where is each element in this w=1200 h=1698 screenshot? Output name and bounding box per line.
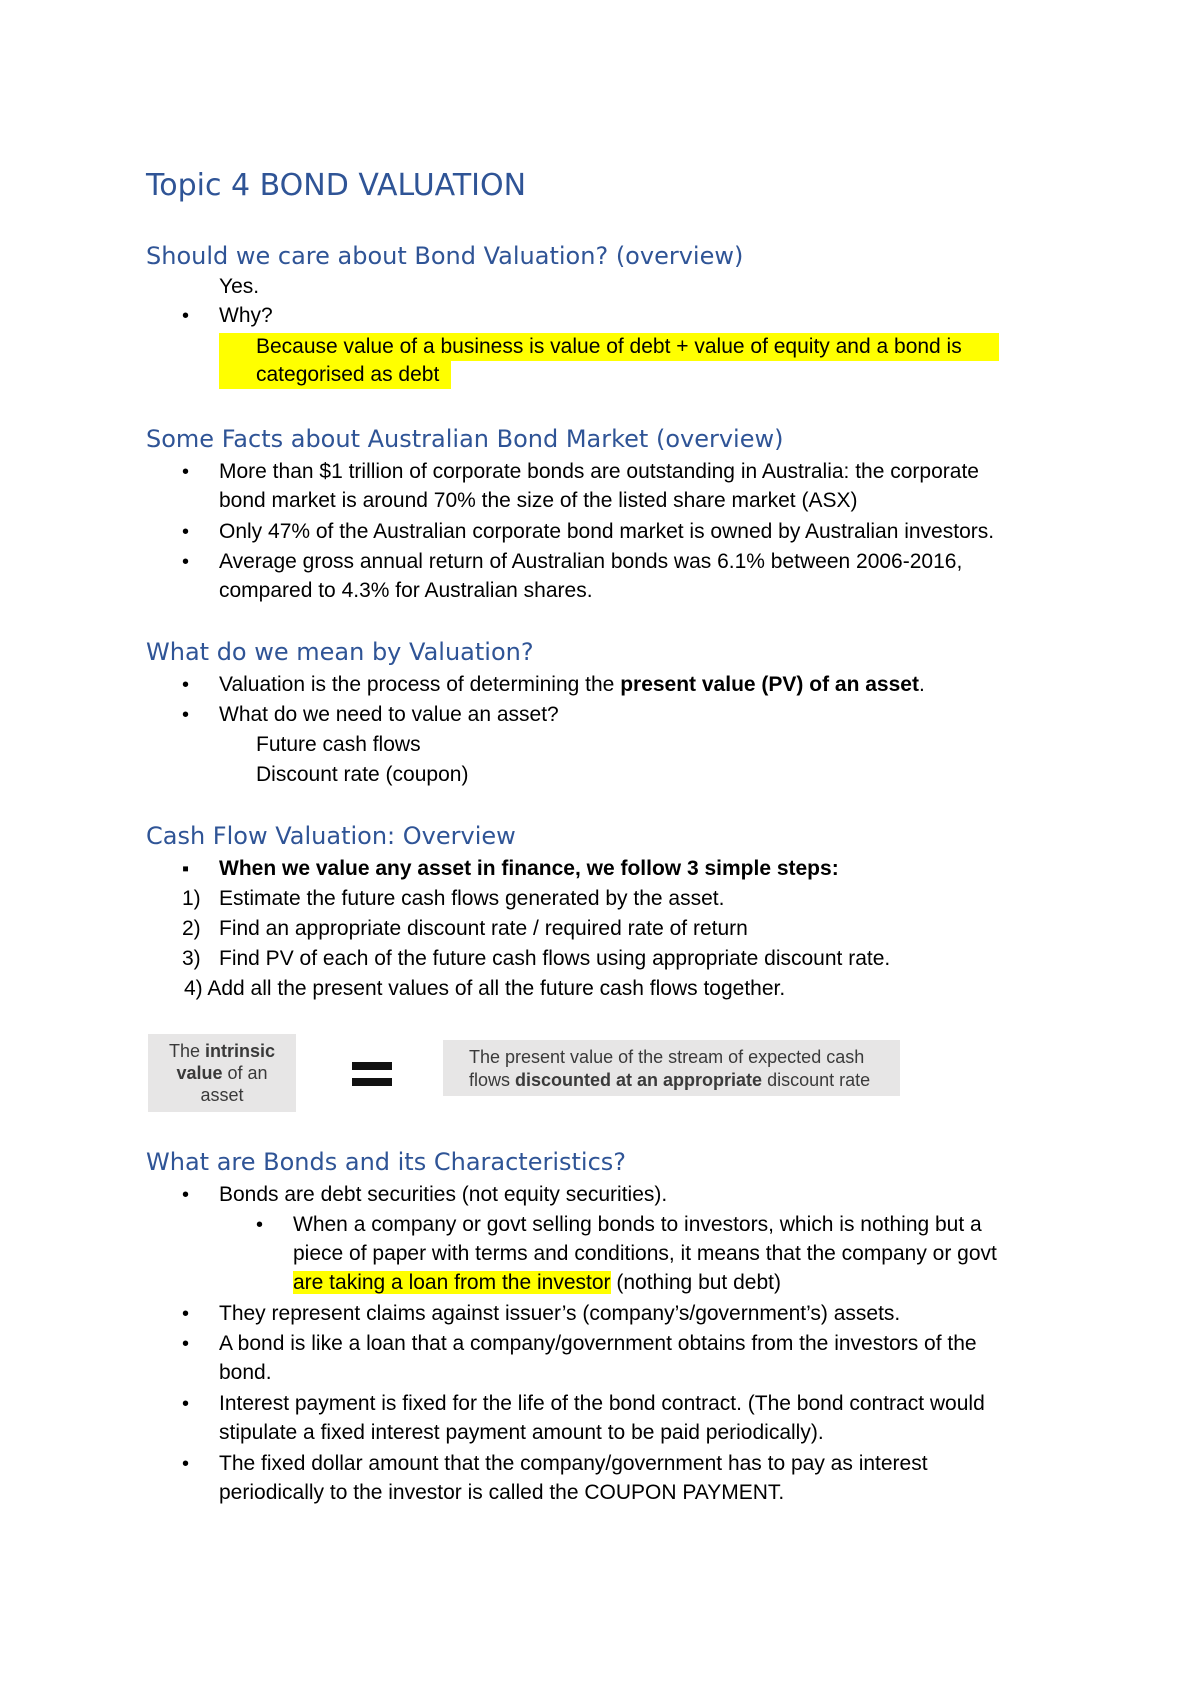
bullet-icon: •	[182, 674, 190, 696]
valuation-definition: Valuation is the process of determining the present value (PV) of an asset.	[219, 673, 925, 696]
step-text: Find PV of each of the future cash flows using appropriate discount rate.	[219, 947, 891, 970]
fact-text: Only 47% of the Australian corporate bond market is owned by Australian investors.	[219, 520, 995, 543]
step-text: 4) Add all the present values of all the future cash flows together.	[184, 977, 786, 1000]
steps-intro: When we value any asset in finance, we follow 3 simple steps:	[219, 857, 839, 880]
section-heading-valuation: What do we mean by Valuation?	[146, 638, 534, 666]
bullet-icon: •	[182, 461, 190, 483]
valuation-question: What do we need to value an asset?	[219, 703, 559, 726]
bond-subpoint: When a company or govt selling bonds to investors, which is nothing but a	[293, 1213, 982, 1236]
valuation-need-item: Future cash flows	[256, 733, 421, 756]
bullet-icon: •	[256, 1214, 264, 1236]
bond-subpoint: are taking a loan from the investor (nothing but debt)	[293, 1271, 781, 1294]
section-heading-care: Should we care about Bond Valuation? (overview)	[146, 242, 744, 270]
bond-point: The fixed dollar amount that the company/government has to pay as interest	[219, 1452, 928, 1475]
bullet-icon: •	[182, 704, 190, 726]
bond-point: A bond is like a loan that a company/government obtains from the investors of the	[219, 1332, 977, 1355]
bullet-icon: •	[182, 1453, 190, 1475]
valuation-need-item: Discount rate (coupon)	[256, 763, 469, 786]
equals-sign	[352, 1062, 392, 1070]
page-title: Topic 4 BOND VALUATION	[146, 168, 527, 203]
bullet-icon: •	[182, 1184, 190, 1206]
bullet-icon: •	[182, 1303, 190, 1325]
step-text: Estimate the future cash flows generated by the asset.	[219, 887, 725, 910]
bullet-icon: •	[182, 1393, 190, 1415]
question-why: Why?	[219, 304, 273, 327]
fact-text: bond market is around 70% the size of the listed share market (ASX)	[219, 489, 858, 512]
square-bullet-icon: ▪	[182, 858, 190, 880]
step-text: Find an appropriate discount rate / required rate of return	[219, 917, 748, 940]
bullet-icon: •	[182, 1333, 190, 1355]
fact-text: More than $1 trillion of corporate bonds are outstanding in Australia: the corporate	[219, 460, 979, 483]
section-heading-cashflow: Cash Flow Valuation: Overview	[146, 822, 516, 850]
present-value-box: The present value of the stream of expected cash flows discounted at an appropriate discount rate	[443, 1040, 900, 1096]
bond-point: Bonds are debt securities (not equity securities).	[219, 1183, 668, 1206]
intrinsic-value-box: The intrinsic value of an asset	[148, 1034, 296, 1112]
step-number: 2)	[182, 917, 201, 940]
bond-point: bond.	[219, 1361, 272, 1384]
bullet-icon: •	[182, 305, 190, 327]
fact-text: compared to 4.3% for Australian shares.	[219, 579, 593, 602]
highlighted-answer-line: Because value of a business is value of debt + value of equity and a bond is	[256, 335, 962, 358]
bond-point: They represent claims against issuer’s (company’s/government’s) assets.	[219, 1302, 901, 1325]
section-heading-bonds: What are Bonds and its Characteristics?	[146, 1148, 627, 1176]
bond-point: periodically to the investor is called the COUPON PAYMENT.	[219, 1481, 785, 1504]
highlighted-phrase: are taking a loan from the investor	[293, 1271, 611, 1294]
answer-yes: Yes.	[219, 275, 260, 298]
equals-sign	[352, 1078, 392, 1086]
bond-point: stipulate a fixed interest payment amount to be paid periodically).	[219, 1421, 824, 1444]
highlighted-answer-line: categorised as debt	[256, 363, 440, 386]
bond-subpoint: piece of paper with terms and conditions, it means that the company or govt	[293, 1242, 997, 1265]
bullet-icon: •	[182, 551, 190, 573]
step-number: 1)	[182, 887, 201, 910]
section-heading-facts: Some Facts about Australian Bond Market (overview)	[146, 425, 784, 453]
bond-point: Interest payment is fixed for the life of the bond contract. (The bond contract would	[219, 1392, 985, 1415]
fact-text: Average gross annual return of Australian bonds was 6.1% between 2006-2016,	[219, 550, 963, 573]
bullet-icon: •	[182, 521, 190, 543]
step-number: 3)	[182, 947, 201, 970]
